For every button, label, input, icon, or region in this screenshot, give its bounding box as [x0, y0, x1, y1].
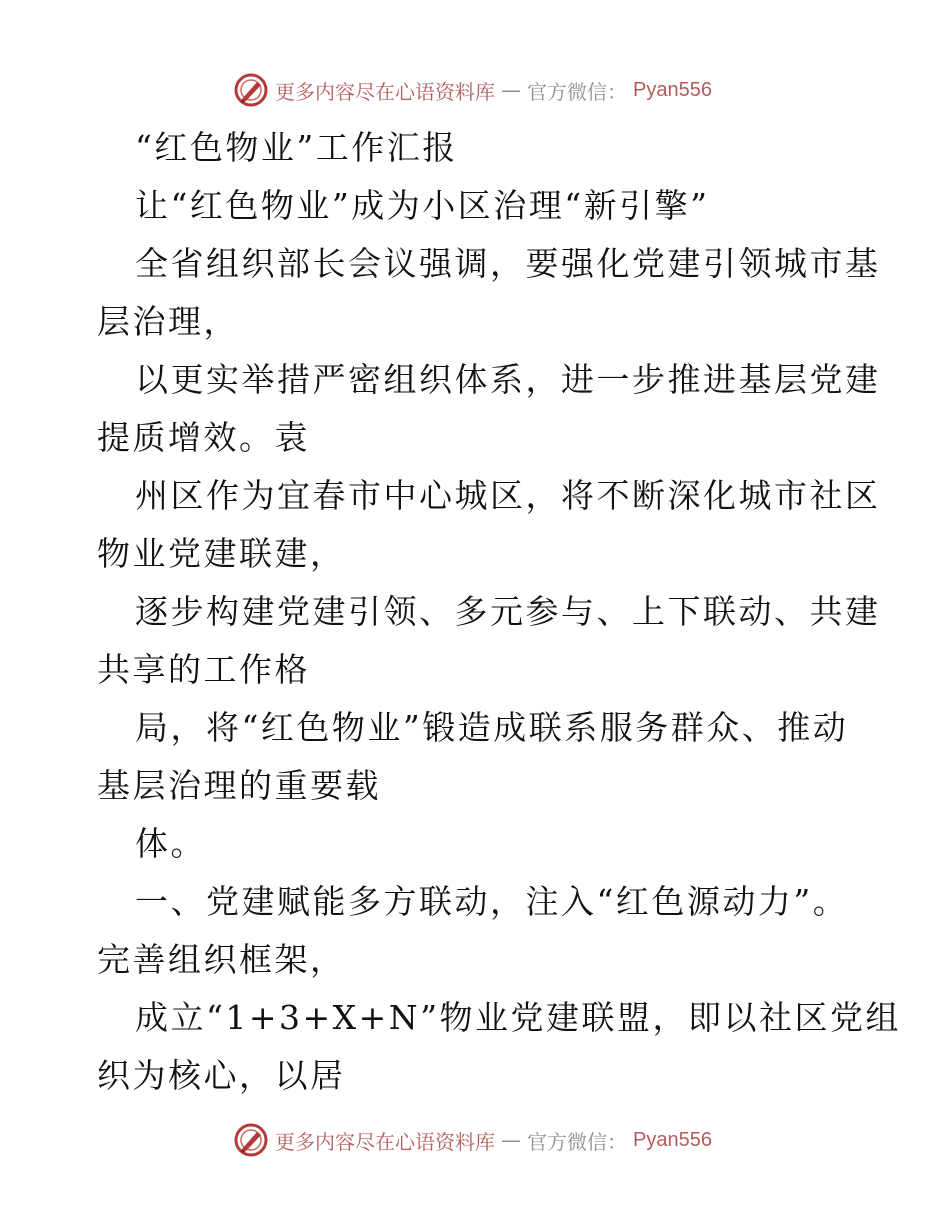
pen-logo-icon [233, 72, 269, 108]
paragraph-line: 基层治理的重要载 [97, 766, 381, 805]
paragraph-line: 成立“1+3+X+N”物业党建联盟，即以社区党组 [135, 998, 902, 1037]
paragraph-line: 织为核心，以居 [97, 1056, 346, 1095]
paragraph-line: 层治理， [97, 302, 239, 341]
paragraph-line: 物业党建联建， [97, 534, 346, 573]
watermark-site-text: 更多内容尽在心语资料库 [275, 1129, 495, 1154]
watermark-wechat-id: Pyan556 [633, 1128, 712, 1151]
paragraph-line: 共享的工作格 [97, 650, 310, 689]
paragraph-line: 完善组织框架， [97, 940, 346, 979]
watermark-wechat-id: Pyan556 [633, 78, 712, 101]
watermark-separator: — [501, 1128, 521, 1152]
paragraph-line: 提质增效。袁 [97, 418, 310, 457]
paragraph-line: 局，将“红色物业”锻造成联系服务群众、推动 [135, 708, 849, 747]
paragraph-line: 体。 [135, 824, 206, 863]
document-title: “红色物业”工作汇报 [135, 128, 458, 167]
paragraph-line: 以更实举措严密组织体系，进一步推进基层党建 [135, 360, 881, 399]
paragraph-line: 州区作为宜春市中心城区，将不断深化城市社区 [135, 476, 881, 515]
section-heading-line: 一、党建赋能多方联动，注入“红色源动力”。 [135, 882, 849, 921]
footer-watermark [233, 1120, 712, 1160]
pen-logo-icon [233, 1122, 269, 1158]
watermark-site-text: 更多内容尽在心语资料库 [275, 79, 495, 104]
paragraph-line: 全省组织部长会议强调，要强化党建引领城市基 [135, 244, 881, 283]
paragraph-line: 逐步构建党建引领、多元参与、上下联动、共建 [135, 592, 881, 631]
document-subtitle: 让“红色物业”成为小区治理“新引擎” [135, 186, 710, 225]
header-watermark [233, 70, 712, 110]
watermark-wechat-label: 官方微信： [527, 79, 627, 104]
watermark-separator: — [501, 78, 521, 102]
watermark-wechat-label: 官方微信： [527, 1129, 627, 1154]
